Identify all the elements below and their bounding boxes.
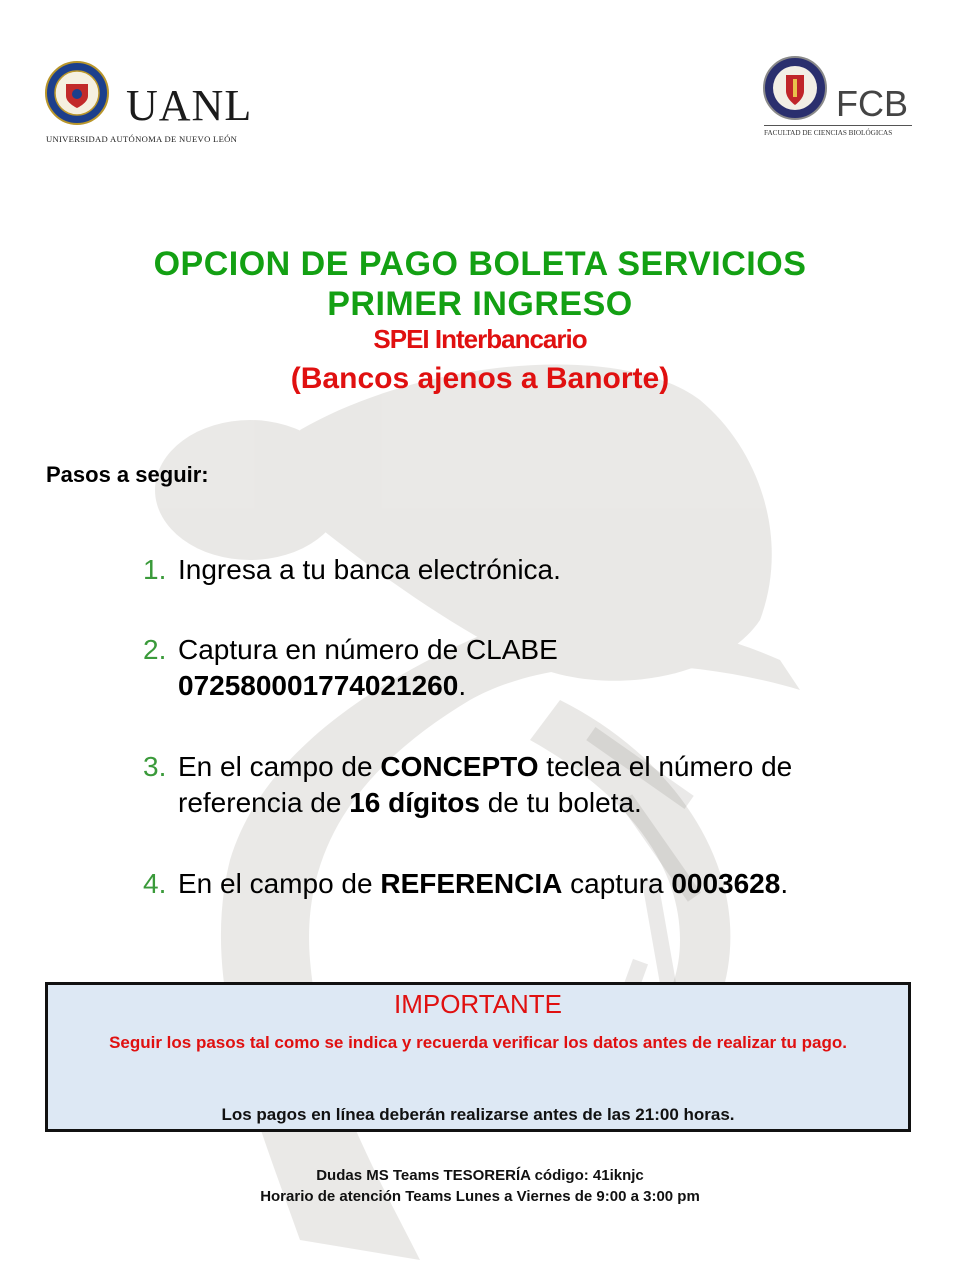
steps-list <box>143 552 903 902</box>
step-text: En el campo de <box>178 868 381 899</box>
step-number: 1. <box>143 554 167 585</box>
banks-subtitle: (Bancos ajenos a Banorte) <box>290 362 670 395</box>
step-text: teclea el número de referencia de <box>178 751 793 818</box>
digit-count: 16 dígitos <box>349 787 480 818</box>
title-line-1: OPCION DE PAGO BOLETA SERVICIOS <box>153 245 807 283</box>
step-number: 4. <box>143 868 167 899</box>
uanl-seal-icon <box>44 60 110 126</box>
step-text: Captura en número de CLABE <box>178 634 558 665</box>
payment-deadline: Los pagos en línea deberán realizarse antes de las 21:00 horas. <box>221 1105 735 1124</box>
uanl-subtitle: UNIVERSIDAD AUTÓNOMA DE NUEVO LEÓN <box>46 134 238 144</box>
fcb-divider <box>764 125 912 126</box>
step-number: 3. <box>143 751 167 782</box>
step-text: Ingresa a tu banca electrónica. <box>178 554 561 585</box>
page-title <box>0 244 960 324</box>
step-number: 2. <box>143 634 167 665</box>
fcb-logo-text: FCB <box>836 83 908 124</box>
steps-heading: Pasos a seguir: <box>46 462 209 487</box>
step-4 <box>143 866 903 902</box>
step-1 <box>143 552 903 588</box>
reference-field-name: REFERENCIA <box>380 868 563 899</box>
teams-contact-info: Dudas MS Teams TESORERÍA código: 41iknjc <box>316 1167 644 1184</box>
payment-method-title: SPEI Interbancario <box>373 324 587 354</box>
step-text: En el campo de <box>178 751 381 782</box>
concept-field-name: CONCEPTO <box>380 751 539 782</box>
fcb-seal-icon <box>762 55 828 121</box>
clabe-number: 072580001774021260 <box>178 670 459 701</box>
important-notice-box <box>45 982 911 1132</box>
uanl-logo-text: UANL <box>126 81 253 130</box>
step-text: captura <box>562 868 672 899</box>
important-note: Seguir los pasos tal como se indica y recuerda verificar los datos antes de realizar tu pago. <box>109 1033 847 1052</box>
fcb-logo <box>762 55 922 145</box>
reference-number: 0003628 <box>671 868 781 899</box>
step-text: . <box>780 868 789 899</box>
step-text: . <box>458 670 467 701</box>
title-line-2: PRIMER INGRESO <box>327 285 633 323</box>
step-3 <box>143 749 903 821</box>
step-2 <box>143 632 903 704</box>
important-title: IMPORTANTE <box>393 989 563 1019</box>
step-text: de tu boleta. <box>479 787 642 818</box>
teams-hours-info: Horario de atención Teams Lunes a Viernes de 9:00 a 3:00 pm <box>260 1188 700 1205</box>
fcb-subtitle: FACULTAD DE CIENCIAS BIOLÓGICAS <box>764 129 893 137</box>
uanl-logo <box>44 60 264 150</box>
